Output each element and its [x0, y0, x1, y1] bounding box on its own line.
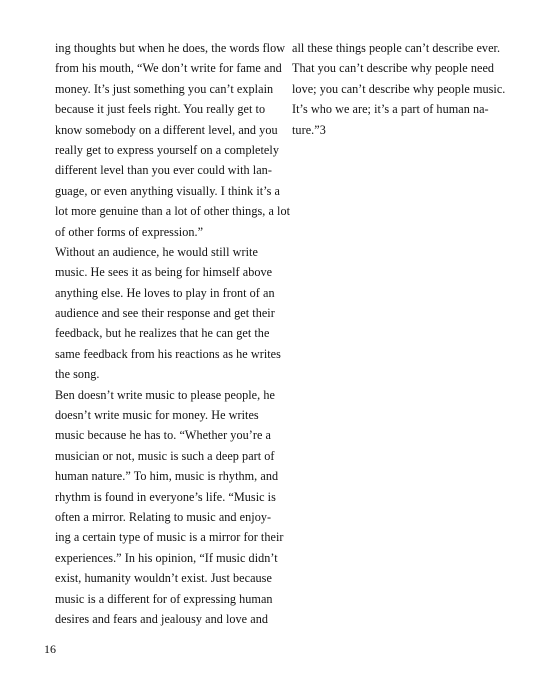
text-line: human nature.” To him, music is rhythm, and — [55, 469, 279, 484]
text-line: musician or not, music is such a deep part of — [55, 448, 275, 463]
text-line: because it just feels right. You really get to — [55, 102, 266, 117]
text-line: of other forms of expression.” — [55, 224, 204, 239]
right-text-column — [292, 38, 506, 140]
text-line: all these things people can’t describe ever. — [292, 41, 501, 55]
text-line: really get to express yourself on a completely — [55, 142, 279, 157]
text-line: desires and fears and jealousy and love and — [55, 611, 268, 626]
text-line: same feedback from his reactions as he writes — [55, 346, 281, 361]
text-line: feedback, but he realizes that he can get the — [55, 326, 270, 341]
text-line: lot more genuine than a lot of other things, a lot — [55, 204, 291, 219]
text-line: experiences.” In his opinion, “If music didn’t — [55, 550, 278, 565]
text-line: rhythm is found in everyone’s life. “Music is — [55, 489, 276, 504]
page-number: 16 — [44, 642, 56, 656]
text-line: guage, or even anything visually. I think it’s a — [55, 183, 280, 198]
text-line: ing thoughts but when he does, the words flow — [55, 41, 286, 55]
text-line: ing a certain type of music is a mirror for their — [55, 530, 284, 545]
text-line: It’s who we are; it’s a part of human na- — [292, 102, 489, 117]
text-line: from his mouth, “We don’t write for fame and — [55, 61, 282, 76]
text-line: ture.”3 — [292, 122, 326, 137]
text-line: Without an audience, he would still write — [55, 244, 258, 259]
text-line: doesn’t write music for money. He writes — [55, 408, 259, 423]
text-line: the song. — [55, 367, 100, 382]
text-line: different level than you ever could with lan- — [55, 163, 272, 178]
text-line: often a mirror. Relating to music and enjoy- — [55, 509, 272, 524]
text-line: music is a different for of expressing human — [55, 591, 273, 606]
text-line: audience and see their response and get their — [55, 306, 275, 321]
text-line: love; you can’t describe why people music. — [292, 81, 506, 96]
text-line: That you can’t describe why people need — [292, 61, 495, 76]
text-line: Ben doesn’t write music to please people, he — [55, 387, 275, 402]
text-line: know somebody on a different level, and you — [55, 122, 278, 137]
text-line: money. It’s just something you can’t explain — [55, 81, 274, 96]
text-line: anything else. He loves to play in front of an — [55, 285, 275, 300]
text-line: exist, humanity wouldn’t exist. Just because — [55, 571, 272, 586]
left-text-column — [55, 38, 291, 629]
text-line: music because he has to. “Whether you’re a — [55, 428, 271, 443]
text-line: music. He sees it as being for himself above — [55, 265, 273, 280]
